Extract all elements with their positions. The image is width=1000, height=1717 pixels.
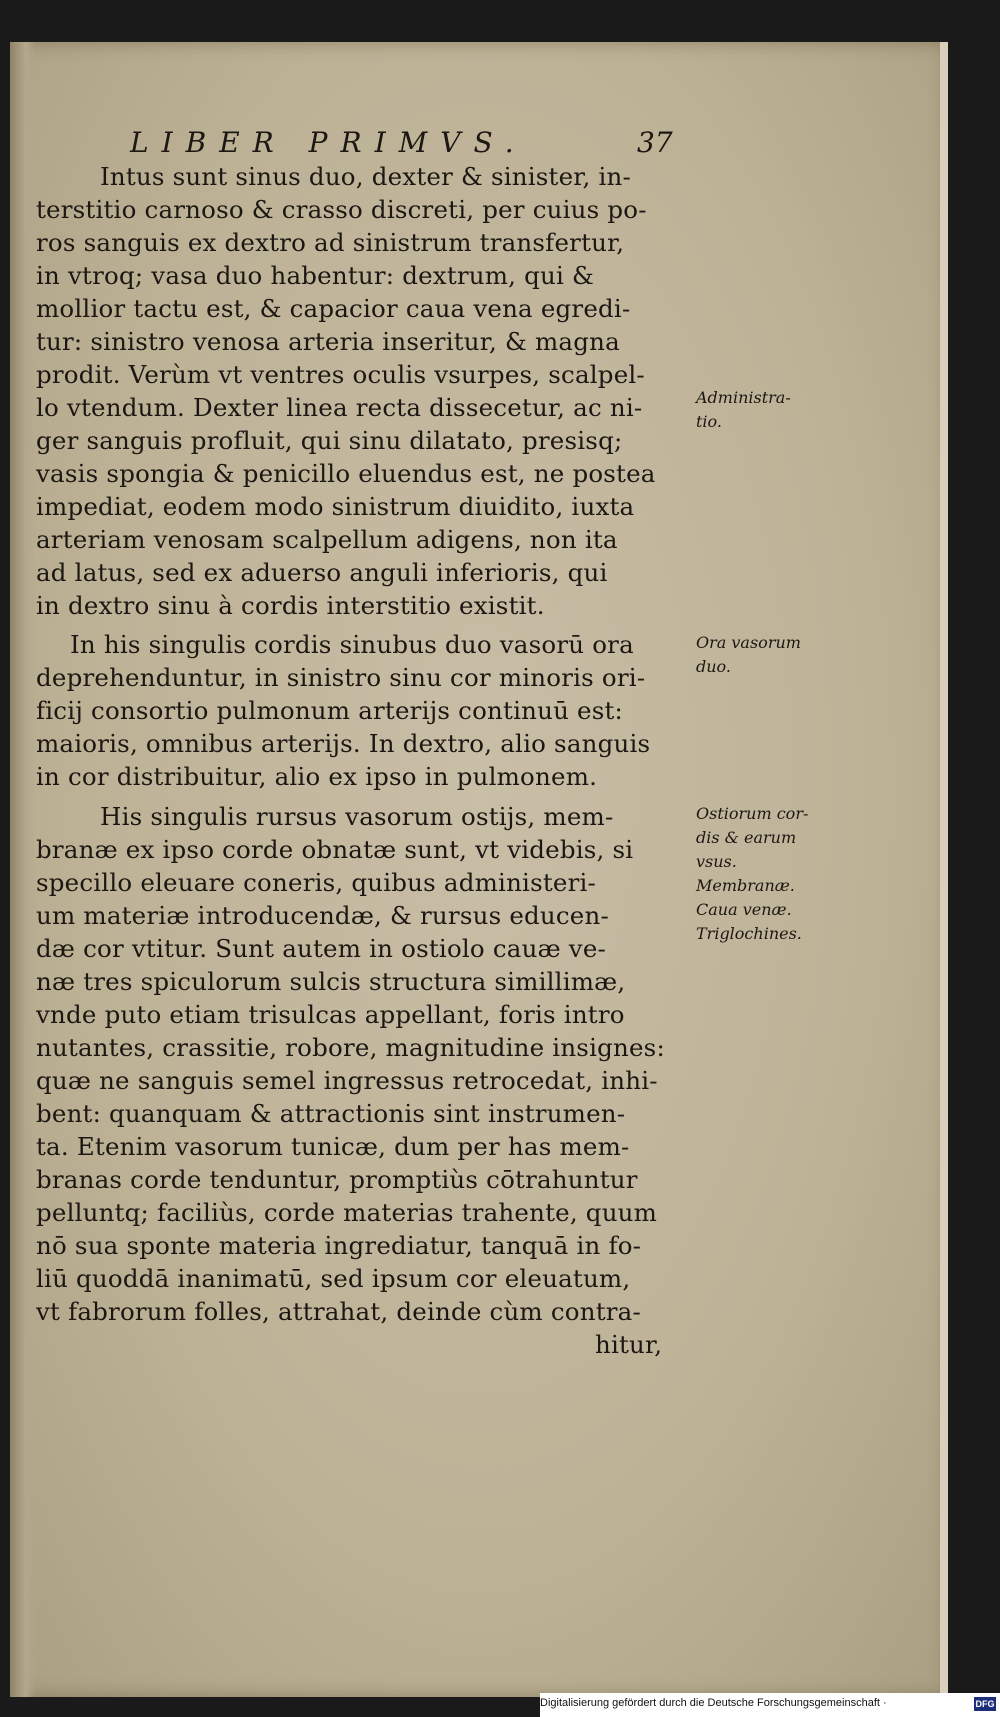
text-line: mollior tactu est, & capacior caua vena egredi- — [36, 294, 631, 323]
text-line: His singulis rursus vasorum ostijs, mem- — [100, 802, 614, 831]
text-line: in dextro sinu à cordis interstitio existit. — [36, 591, 545, 620]
text-line: Intus sunt sinus duo, dexter & sinister, in- — [100, 162, 631, 191]
text-line: nutantes, crassitie, robore, magnitudine insignes: — [36, 1033, 665, 1062]
text-line: In his singulis cordis sinubus duo vasorū ora — [70, 630, 634, 659]
text-line: prodit. Verùm vt ventres oculis vsurpes, scalpel- — [36, 360, 645, 389]
marginal-note: Administra- — [696, 388, 791, 407]
text-line: branæ ex ipso corde obnatæ sunt, vt videbis, si — [36, 835, 634, 864]
text-line: ad latus, sed ex aduerso anguli inferioris, qui — [36, 558, 608, 587]
text-line: ger sanguis profluit, qui sinu dilatato, presisq; — [36, 426, 623, 455]
text-line: in vtroq; vasa duo habentur: dextrum, qui & — [36, 261, 595, 290]
text-line: bent: quanquam & attractionis sint instrumen- — [36, 1099, 626, 1128]
text-line: maioris, omnibus arterijs. In dextro, alio sanguis — [36, 729, 651, 758]
text-line: arteriam venosam scalpellum adigens, non ita — [36, 525, 618, 554]
text-line: vnde puto etiam trisulcas appellant, foris intro — [36, 1000, 625, 1029]
text-line: quæ ne sanguis semel ingressus retrocedat, inhi- — [36, 1066, 658, 1095]
text-line: ta. Etenim vasorum tunicæ, dum per has mem- — [36, 1132, 630, 1161]
text-line: pelluntq; faciliùs, corde materias trahente, quum — [36, 1198, 658, 1227]
text-line: um materiæ introducendæ, & rursus educen- — [36, 901, 609, 930]
text-line: lo vtendum. Dexter linea recta dissecetur, ac ni- — [36, 393, 643, 422]
page-number: 37 — [637, 126, 673, 159]
text-line: vasis spongia & penicillo eluendus est, ne postea — [36, 459, 656, 488]
marginal-note: duo. — [696, 657, 731, 676]
page-fore-edge — [940, 42, 948, 1697]
text-line: ros sanguis ex dextro ad sinistrum transfertur, — [36, 228, 625, 257]
text-line: liū quoddā inanimatū, sed ipsum cor eleuatum, — [36, 1264, 631, 1293]
marginal-note: Ostiorum cor- — [696, 804, 809, 823]
footer-credit-text: Digitalisierung gefördert durch die Deutsche Forschungsgemeinschaft · — [540, 1697, 887, 1709]
text-line: vt fabrorum folles, attrahat, deinde cùm contra- — [36, 1297, 641, 1326]
marginal-note: Ora vasorum — [696, 633, 801, 652]
text-line: branas corde tenduntur, promptiùs cōtrahuntur — [36, 1165, 638, 1194]
text-line: in cor distribuitur, alio ex ipso in pulmonem. — [36, 762, 598, 791]
marginal-note: Caua venæ. — [696, 900, 792, 919]
text-line: næ tres spiculorum sulcis structura simillimæ, — [36, 967, 626, 996]
book-page — [10, 42, 948, 1697]
marginal-note: vsus. — [696, 852, 737, 871]
text-line: deprehenduntur, in sinistro sinu cor minoris ori- — [36, 663, 646, 692]
marginal-note: dis & earum — [696, 828, 797, 847]
text-line: tur: sinistro venosa arteria inseritur, & magna — [36, 327, 620, 356]
text-line: terstitio carnoso & crasso discreti, per cuius po- — [36, 195, 647, 224]
dfg-logo-icon: DFG — [975, 1699, 995, 1709]
running-head: LIBER PRIMVS. — [130, 126, 527, 159]
catchword: hitur, — [595, 1330, 663, 1359]
marginal-note: Membranæ. — [696, 876, 795, 895]
marginal-note: tio. — [696, 412, 722, 431]
text-line: specillo eleuare coneris, quibus administeri- — [36, 868, 597, 897]
digitization-footer — [540, 1693, 1000, 1717]
marginal-note: Triglochines. — [696, 924, 802, 943]
text-line: nō sua sponte materia ingrediatur, tanquā in fo- — [36, 1231, 642, 1260]
text-line: ficij consortio pulmonum arterijs continuū est: — [36, 696, 624, 725]
text-line: impediat, eodem modo sinistrum diuidito, iuxta — [36, 492, 635, 521]
page-spine-shadow — [10, 42, 36, 1697]
text-line: dæ cor vtitur. Sunt autem in ostiolo cauæ ve- — [36, 934, 607, 963]
